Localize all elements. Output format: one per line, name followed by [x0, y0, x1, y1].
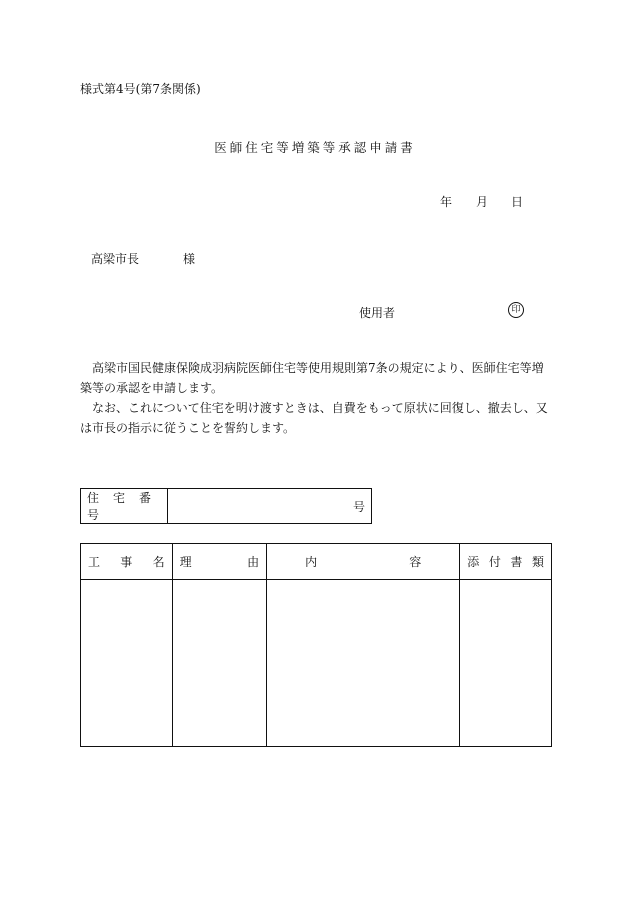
house-number-field[interactable] — [168, 489, 372, 524]
cell-content[interactable] — [267, 580, 460, 747]
works-table — [80, 543, 552, 747]
seal-icon: 印 — [508, 302, 524, 318]
cell-work-name[interactable] — [81, 580, 173, 747]
header-reason: 理 由 — [172, 544, 266, 580]
honorific: 様 — [183, 252, 196, 266]
applicant-label: 使用者 — [359, 306, 396, 320]
house-number-table — [80, 488, 372, 524]
header-attachments: 添 付 書 類 — [460, 544, 552, 580]
date-day-label: 日 — [511, 195, 524, 209]
house-number-unit: 号 — [352, 499, 365, 514]
date-year-label: 年 — [440, 195, 453, 209]
cell-reason[interactable] — [172, 580, 266, 747]
date-month-label: 月 — [476, 195, 489, 209]
addressee: 高梁市長 — [91, 252, 140, 266]
document-title: 医師住宅等増築等承認申請書 — [214, 140, 416, 155]
form-number: 様式第4号(第7条関係) — [80, 82, 201, 96]
body-paragraph-2: なお、これについて住宅を明け渡すときは、自費をもって原状に回復し、撤去し、又は市長の指示に従うことを誓約します。 — [80, 401, 548, 435]
house-number-label: 住宅番号 — [81, 489, 168, 524]
header-work-name: 工 事 名 — [81, 544, 173, 580]
header-content: 内 容 — [267, 544, 460, 580]
body-paragraph-1: 高梁市国民健康保険成羽病院医師住宅等使用規則第7条の規定により、医師住宅等増築等の承認を申請します。 — [80, 361, 544, 395]
cell-attachments[interactable] — [460, 580, 552, 747]
